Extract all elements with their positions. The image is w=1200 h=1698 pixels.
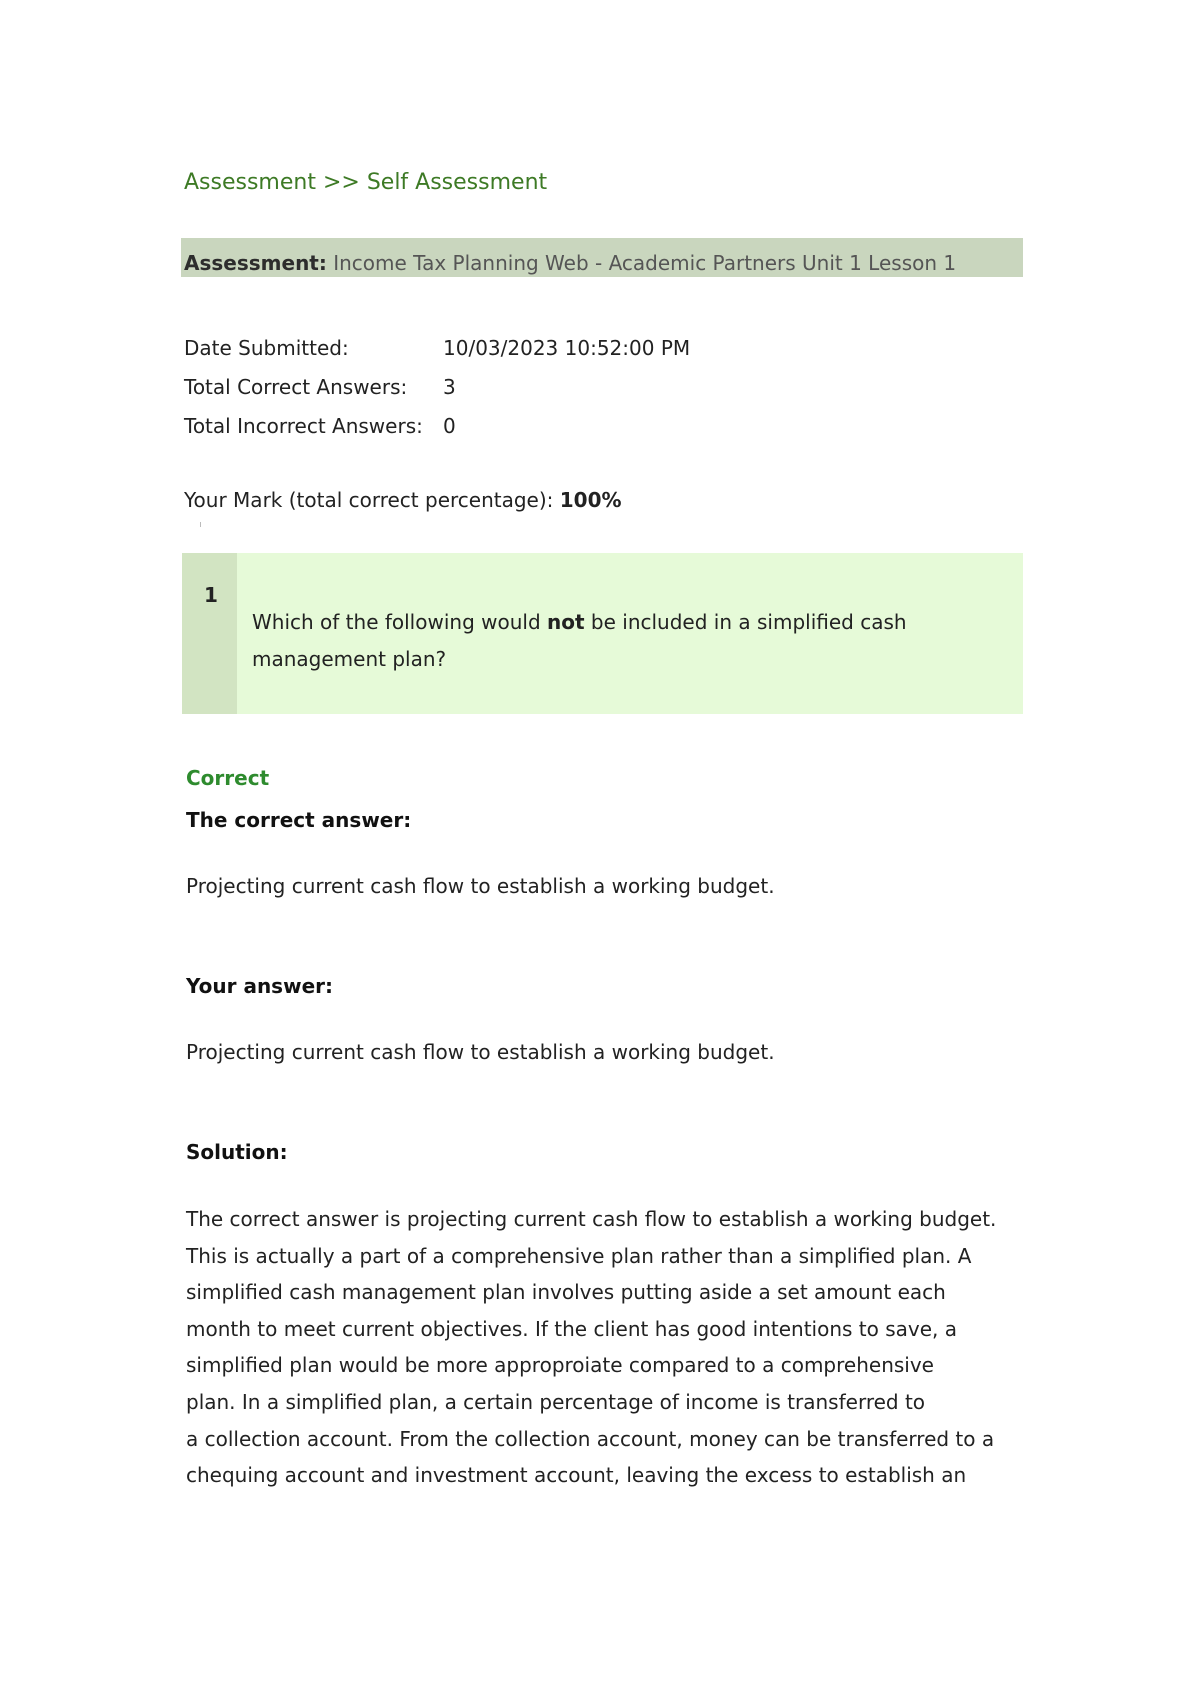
total-incorrect-label: Total Incorrect Answers: [184,414,423,438]
correct-answer-text: Projecting current cash flow to establish a working budget. [186,874,775,898]
your-answer-text: Projecting current cash flow to establish a working budget. [186,1040,775,1064]
total-incorrect-value: 0 [443,414,456,438]
assessment-title-bar [181,238,1023,277]
total-correct-row [184,375,456,399]
solution-line: month to meet current objectives. If the client has good intentions to save, a [186,1316,958,1341]
your-answer-heading: Your answer: [186,974,333,998]
assessment-name: Income Tax Planning Web - Academic Partners Unit 1 Lesson 1 [333,251,957,275]
solution-line: plan. In a simplified plan, a certain percentage of income is transferred to [186,1389,926,1414]
date-submitted-label: Date Submitted: [184,336,349,360]
mark-row [184,488,622,512]
total-correct-value: 3 [443,375,456,399]
assessment-label: Assessment: [184,251,327,275]
mark-value: 100% [559,488,622,512]
solution-line: chequing account and investment account, leaving the excess to establish an [186,1463,967,1488]
mark-label: Your Mark (total correct percentage): [184,488,554,512]
total-correct-label: Total Correct Answers: [184,375,408,399]
question-text-emphasis: not [547,610,585,634]
question-text-end: be included in a simplified cash management plan? [252,610,907,671]
solution-line: a collection account. From the collection account, money can be transferred to a [186,1426,995,1451]
question-text [252,604,992,678]
question-text-start: Which of the following would [252,610,547,634]
solution-line: This is actually a part of a comprehensive plan rather than a simplified plan. A [186,1243,972,1268]
question-card [182,553,1023,714]
date-submitted-row [184,336,691,360]
solution-line: simplified cash management plan involves putting aside a set amount each [186,1280,946,1305]
total-incorrect-row [184,414,456,438]
solution-line: The correct answer is projecting current cash flow to establish a working budget. [186,1207,997,1231]
assessment-title [184,251,956,275]
divider-tick [200,522,201,527]
solution-heading: Solution: [186,1140,288,1164]
question-number: 1 [204,583,218,607]
solution-text [186,1201,1036,1494]
correct-answer-heading: The correct answer: [186,808,412,832]
breadcrumb[interactable]: Assessment >> Self Assessment [184,170,548,195]
question-number-column [182,553,237,714]
answer-status: Correct [186,766,270,790]
date-submitted-value: 10/03/2023 10:52:00 PM [443,336,691,360]
solution-line: simplified plan would be more approproiate compared to a comprehensive [186,1353,934,1378]
